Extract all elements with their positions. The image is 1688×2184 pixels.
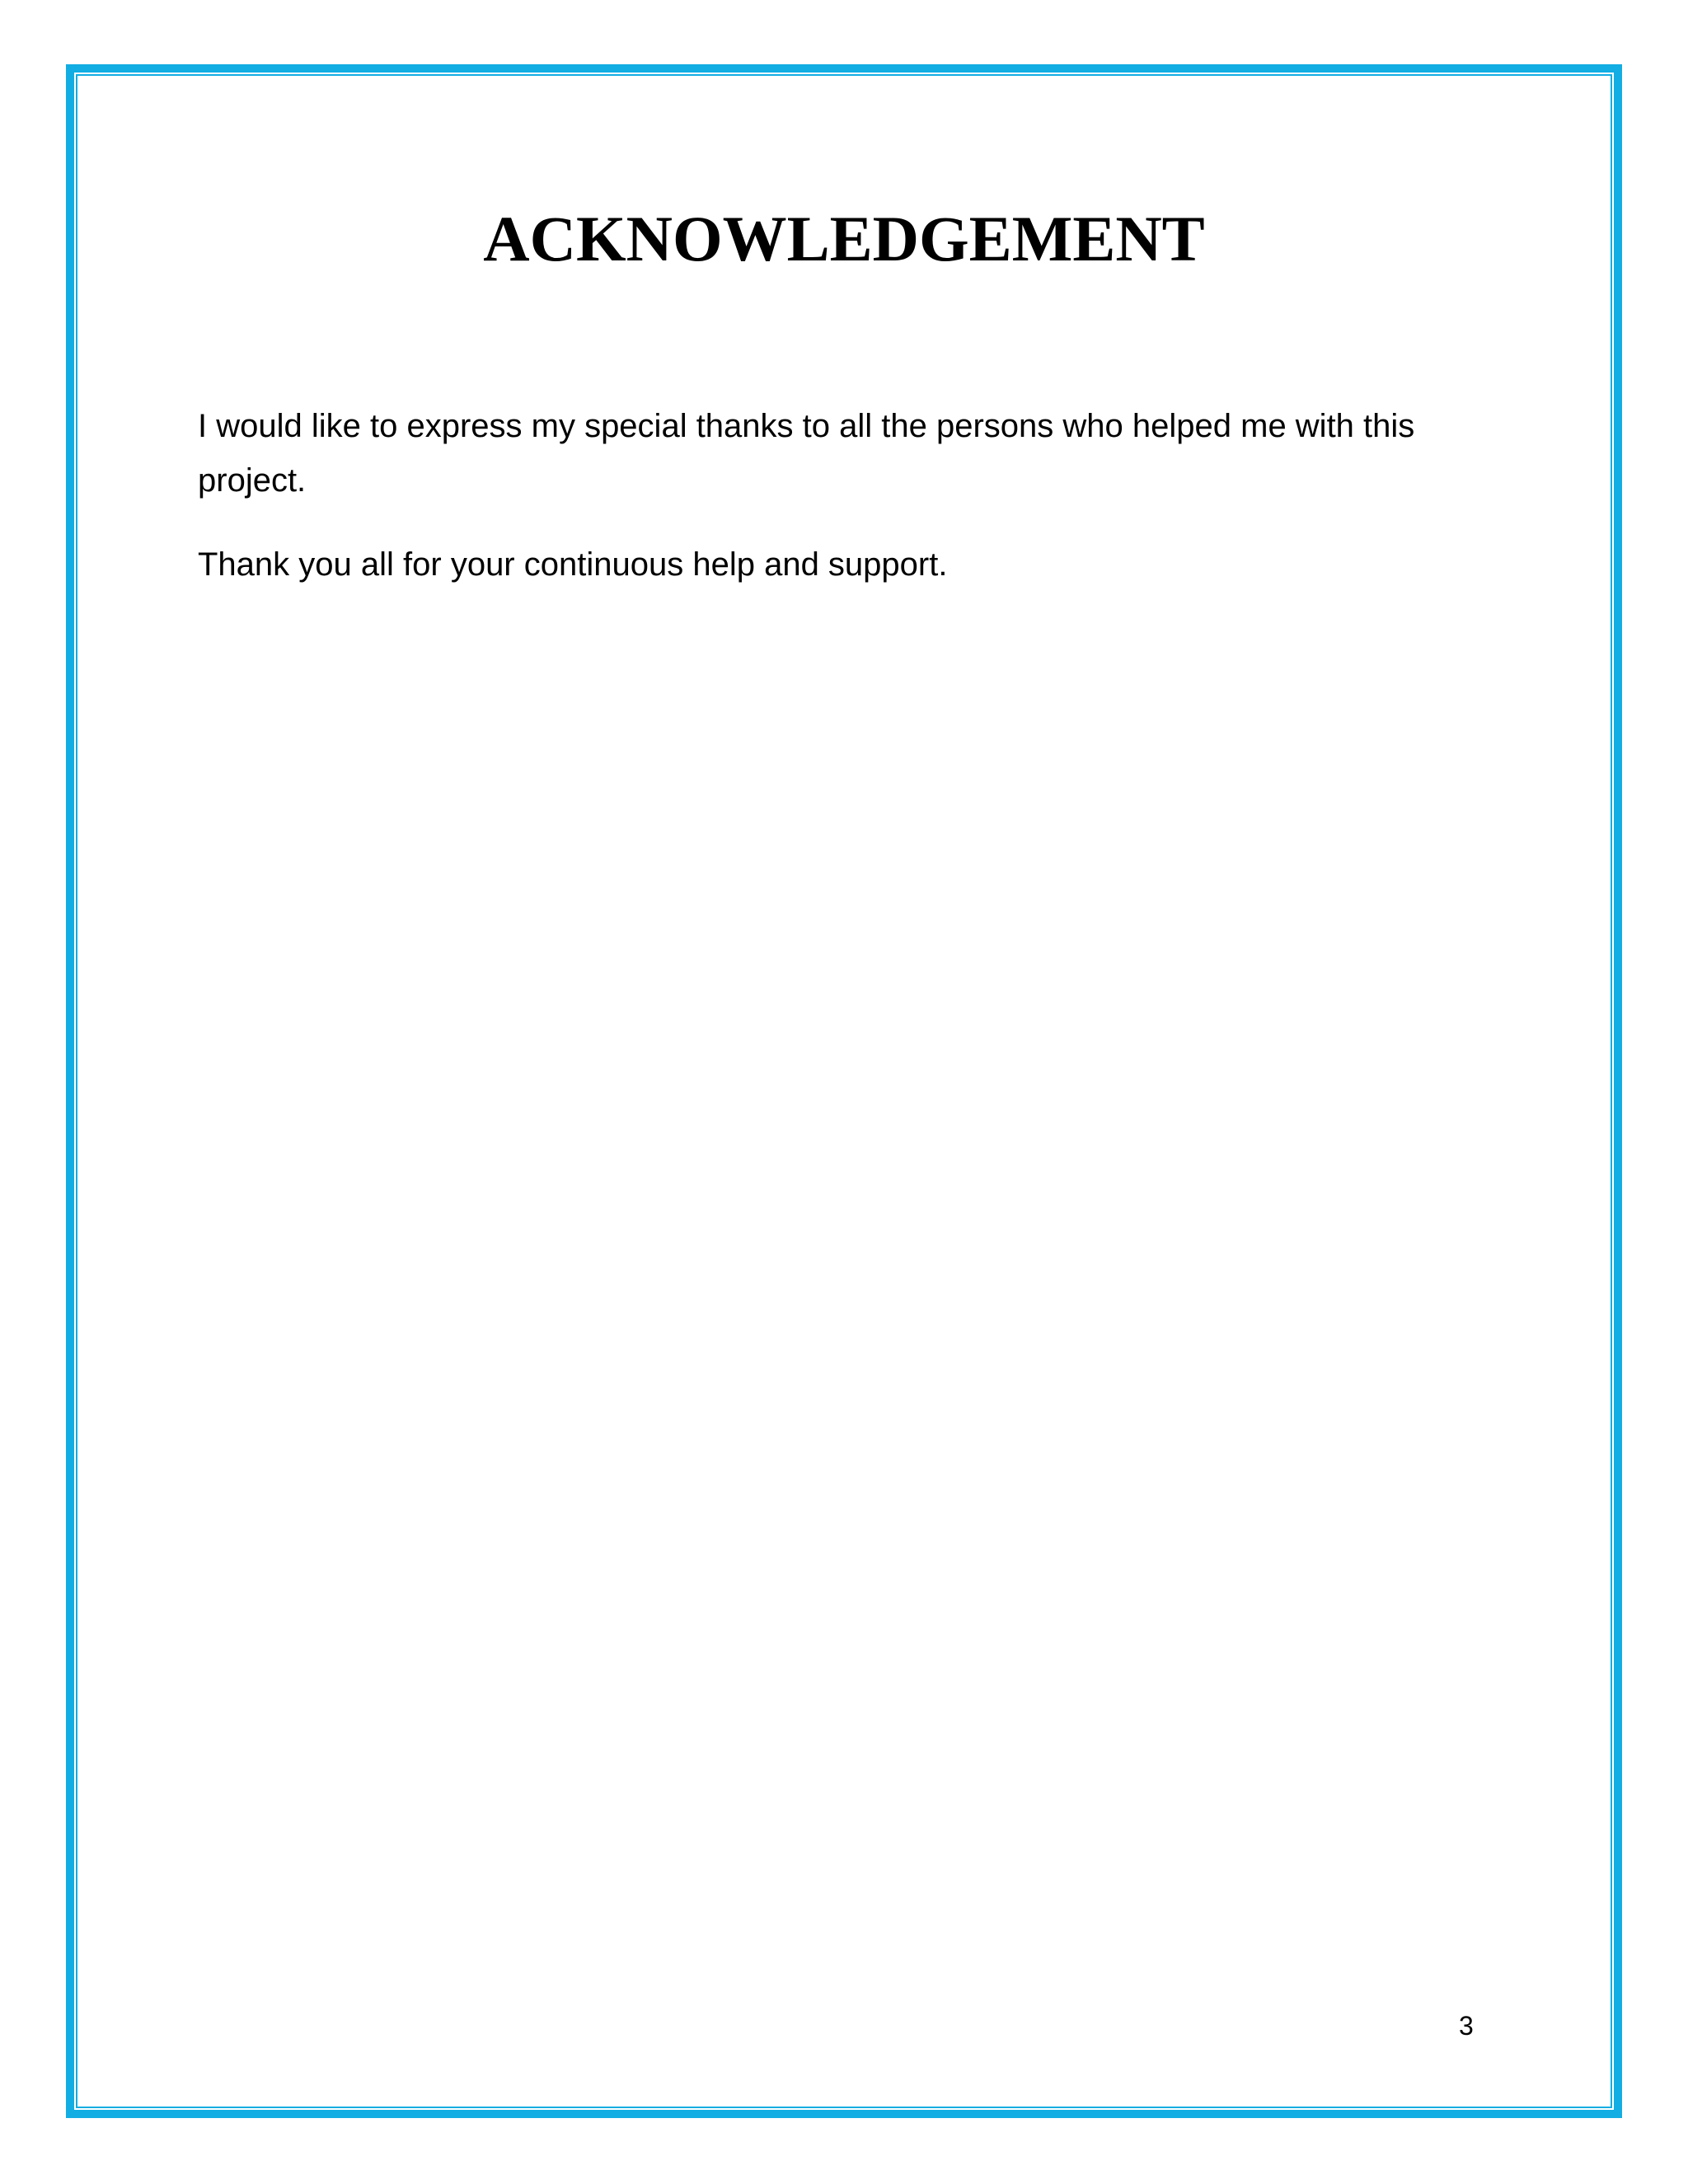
page-border-inner — [76, 74, 1612, 2108]
page-number: 3 — [1459, 2011, 1474, 2041]
paragraph-thanks: I would like to express my special thanks to all the persons who helped me with this project. — [198, 408, 1415, 499]
paragraph-support: Thank you all for your continuous help and support. — [198, 546, 948, 583]
page-title: ACKNOWLEDGEMENT — [483, 203, 1205, 274]
